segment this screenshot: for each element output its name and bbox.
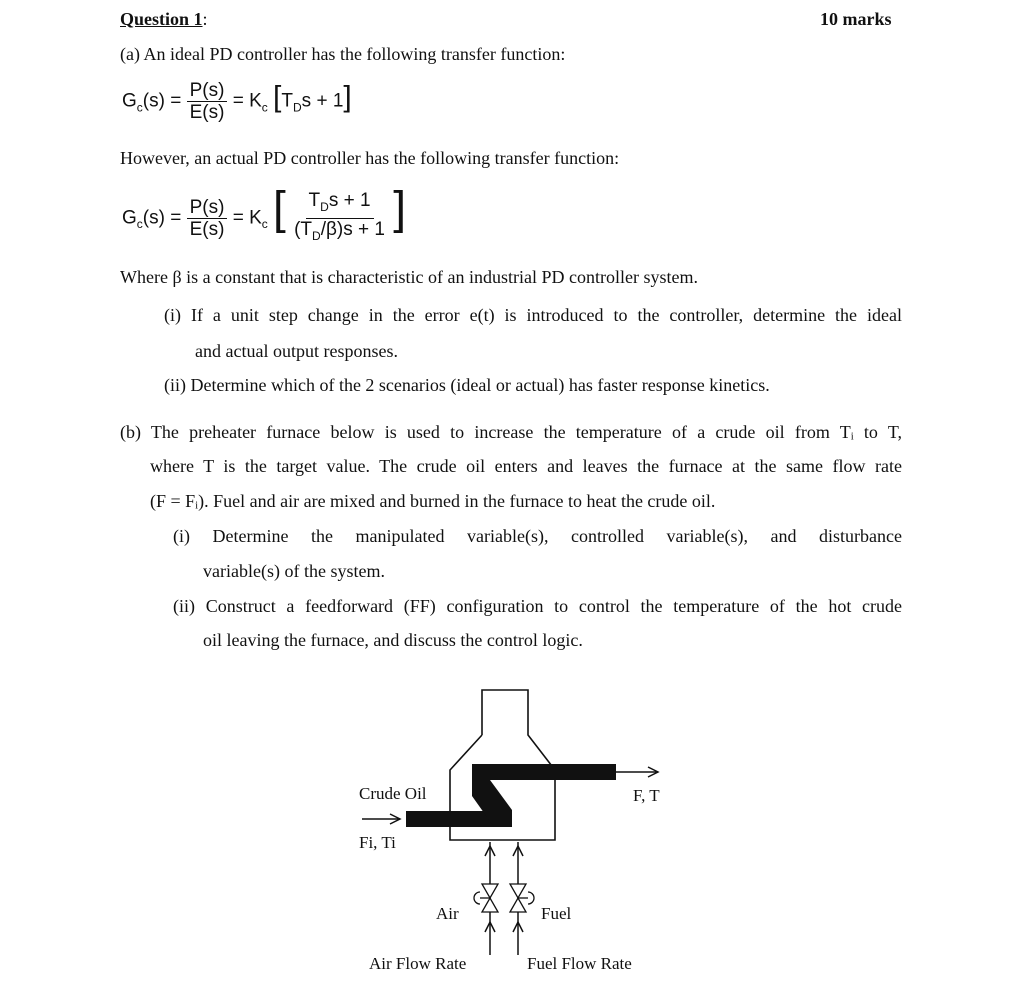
- part-a-ii: (ii) Determine which of the 2 scenarios (ideal or actual) has faster response kinetics.: [164, 375, 770, 395]
- ideal-fraction: $\frac{P(s)}{E(s)}$: [187, 80, 228, 123]
- air-label: Air: [436, 904, 459, 923]
- actual-inner-fraction: $\frac{T_Ds + 1}{(T_D/\beta)s + 1}$: [294, 190, 385, 243]
- part-b-i-line1: (i) Determine the manipulated variable(s), controlled variable(s), and disturbance: [173, 526, 902, 546]
- ideal-transfer-function: $G_c(s)$ = $\frac{P(s)}{E(s)}$ = $K_c$ $[T_Ds + 1]$: [122, 80, 352, 123]
- fuel-flow-rate-label: Fuel Flow Rate: [527, 954, 632, 973]
- crude-oil-label: Crude Oil: [359, 784, 427, 803]
- part-a-actual-intro: However, an actual PD controller has the following transfer function:: [120, 148, 620, 168]
- question-title: Question 1:: [120, 9, 208, 29]
- air-valve: [474, 884, 498, 912]
- part-a-intro: (a) An ideal PD controller has the following transfer function:: [120, 44, 566, 64]
- part-b-line3: (F = Fᵢ). Fuel and air are mixed and burned in the furnace to heat the crude oil.: [150, 491, 716, 511]
- part-b-line2: where T is the target value. The crude oil enters and leaves the furnace at the same flow rate: [150, 456, 902, 476]
- actual-transfer-function: $G_c(s)$ = $\frac{P(s)}{E(s)}$ = $K_c$ [ $\frac{T_Ds + 1}{(T_D/\beta)s + 1}$ ]: [122, 190, 406, 247]
- part-a-i-line2: and actual output responses.: [195, 341, 398, 361]
- part-a-i-line1: (i) If a unit step change in the error e(t) is introduced to the controller, determine the ideal: [164, 305, 902, 325]
- air-flow-rate-label: Air Flow Rate: [369, 954, 467, 973]
- f-t-label: F, T: [633, 786, 660, 805]
- fuel-label: Fuel: [541, 904, 572, 923]
- marks-label: 10 marks: [820, 9, 892, 29]
- where-beta-text: Where β is a constant that is characteristic of an industrial PD controller system.: [120, 267, 698, 287]
- part-b-i-line2: variable(s) of the system.: [203, 561, 385, 581]
- fuel-valve: [510, 884, 534, 912]
- part-b-ii-line2: oil leaving the furnace, and discuss the control logic.: [203, 630, 583, 650]
- actual-outer-fraction: $\frac{P(s)}{E(s)}$: [187, 197, 228, 240]
- heating-coil: [406, 764, 616, 827]
- part-b-ii-line1: (ii) Construct a feedforward (FF) configuration to control the temperature of the hot crude: [173, 596, 902, 616]
- part-b-line1: (b) The preheater furnace below is used to increase the temperature of a crude oil from Tᵢ to T,: [120, 422, 902, 442]
- fi-ti-label: Fi, Ti: [359, 833, 396, 852]
